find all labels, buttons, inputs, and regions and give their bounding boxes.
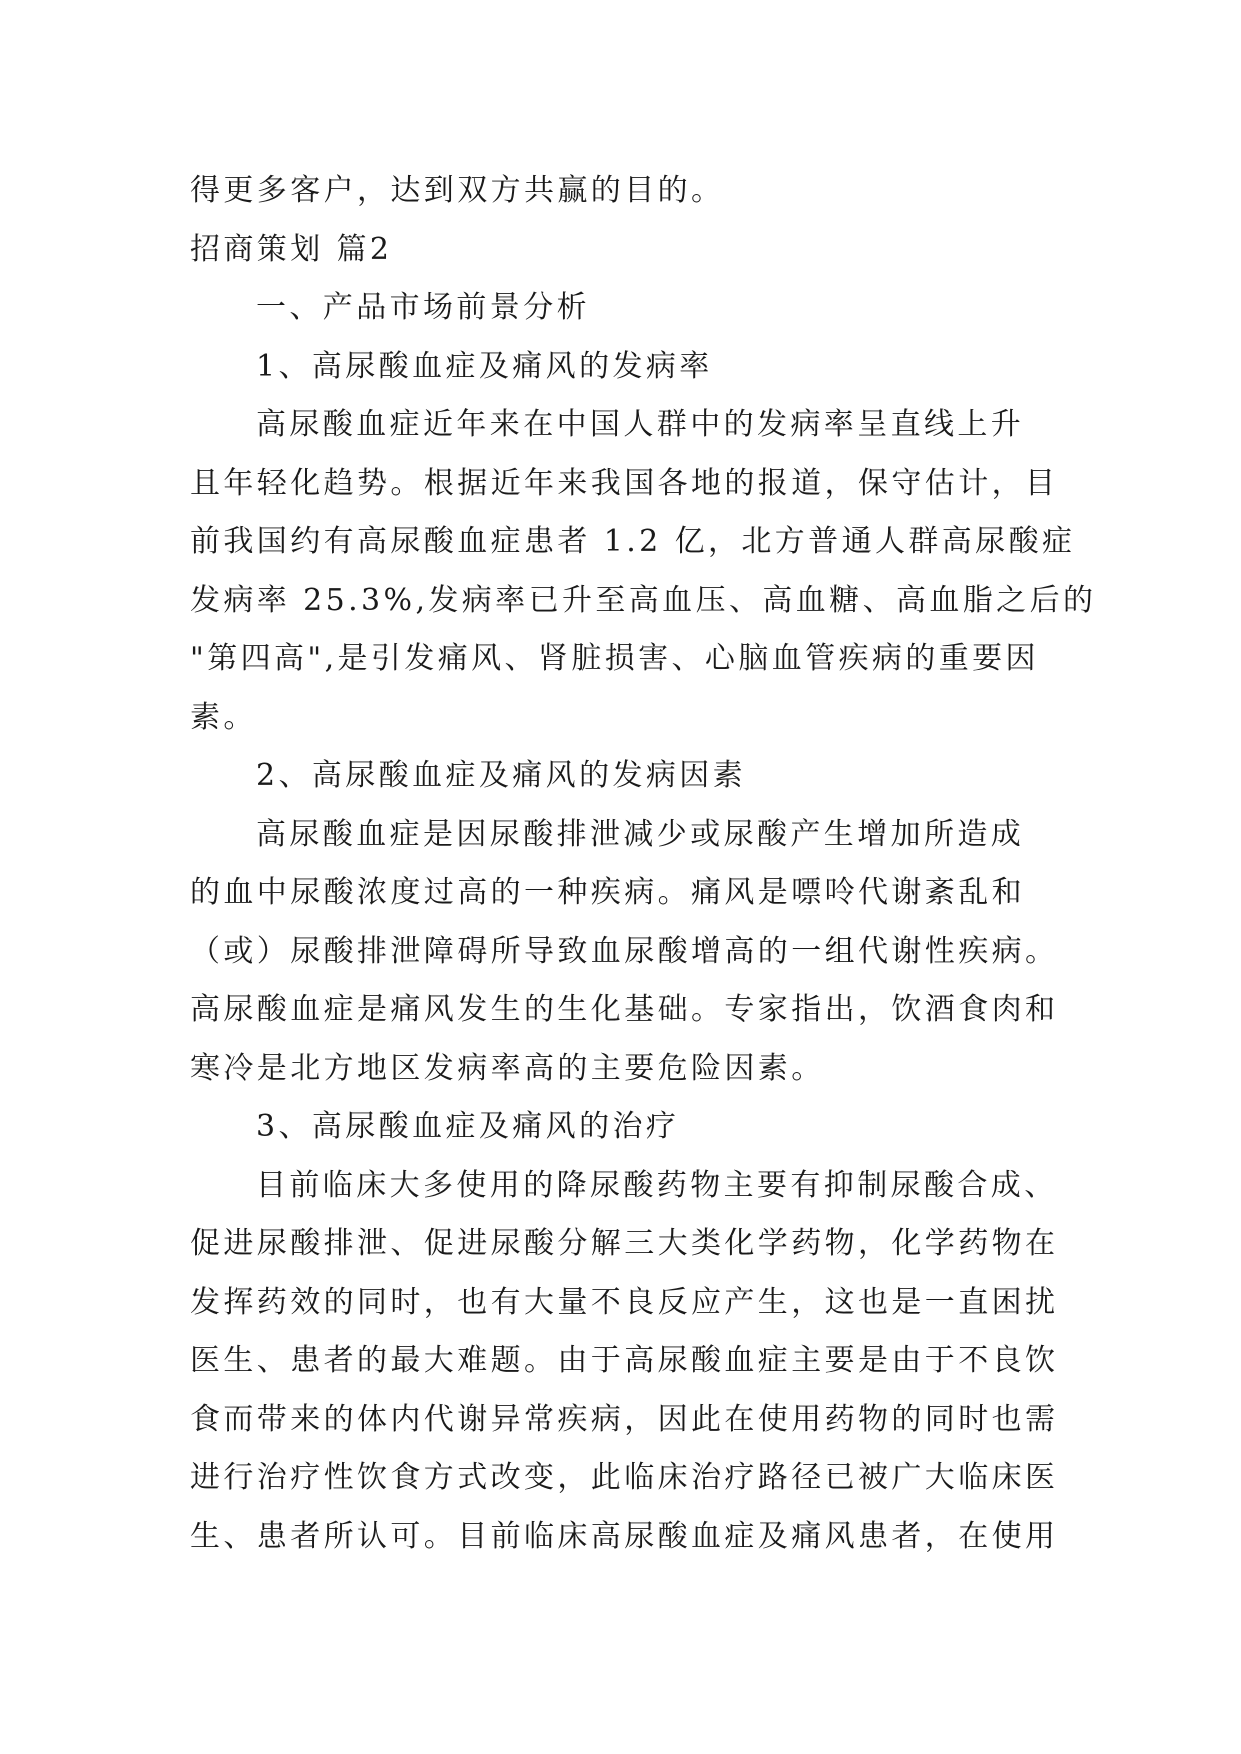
text-line: "第四高",是引发痛风、肾脏损害、心脑血管疾病的重要因 bbox=[190, 641, 1039, 676]
text-line: 寒冷是北方地区发病率高的主要危险因素。 bbox=[190, 1050, 825, 1086]
text-line: 且年轻化趋势。根据近年来我国各地的报道，保守估计，目 bbox=[190, 465, 1059, 501]
text-line: 医生、患者的最大难题。由于高尿酸血症主要是由于不良饮 bbox=[190, 1343, 1059, 1378]
subheading-incidence: 1、高尿酸血症及痛风的发病率 bbox=[256, 348, 713, 384]
subheading-factors: 2、高尿酸血症及痛风的发病因素 bbox=[256, 758, 747, 793]
text-line: 得更多客户，达到双方共赢的目的。 bbox=[190, 173, 725, 208]
text-line: 高尿酸血症是因尿酸排泄减少或尿酸产生增加所造成 bbox=[256, 816, 1025, 852]
text-line: 生、患者所认可。目前临床高尿酸血症及痛风患者，在使用 bbox=[190, 1518, 1059, 1554]
document-body bbox=[190, 162, 1097, 1566]
subheading-treatment: 3、高尿酸血症及痛风的治疗 bbox=[256, 1109, 680, 1144]
text-line: 进行治疗性饮食方式改变，此临床治疗路径已被广大临床医 bbox=[190, 1460, 1059, 1495]
text-line: 目前临床大多使用的降尿酸药物主要有抑制尿酸合成、 bbox=[256, 1167, 1058, 1203]
text-line: 前我国约有高尿酸血症患者 1.2 亿，北方普通人群高尿酸症 bbox=[190, 524, 1076, 559]
text-line: 发挥药效的同时，也有大量不良反应产生，这也是一直困扰 bbox=[190, 1284, 1059, 1320]
heading-product-market: 一、产品市场前景分析 bbox=[256, 290, 590, 325]
text-line: 食而带来的体内代谢异常疾病，因此在使用药物的同时也需 bbox=[190, 1401, 1059, 1437]
section-title: 招商策划 篇2 bbox=[190, 231, 393, 267]
text-line: 的血中尿酸浓度过高的一种疾病。痛风是嘌呤代谢紊乱和 bbox=[190, 875, 1025, 910]
text-line: 素。 bbox=[190, 699, 257, 735]
text-line: 促进尿酸排泄、促进尿酸分解三大类化学药物，化学药物在 bbox=[190, 1226, 1059, 1261]
text-line: 高尿酸血症近年来在中国人群中的发病率呈直线上升 bbox=[256, 407, 1025, 442]
text-line: （或）尿酸排泄障碍所导致血尿酸增高的一组代谢性疾病。 bbox=[190, 933, 1059, 969]
text-line: 高尿酸血症是痛风发生的生化基础。专家指出，饮酒食肉和 bbox=[190, 992, 1059, 1027]
text-line: 发病率 25.3%,发病率已升至高血压、高血糖、高血脂之后的 bbox=[190, 582, 1097, 618]
